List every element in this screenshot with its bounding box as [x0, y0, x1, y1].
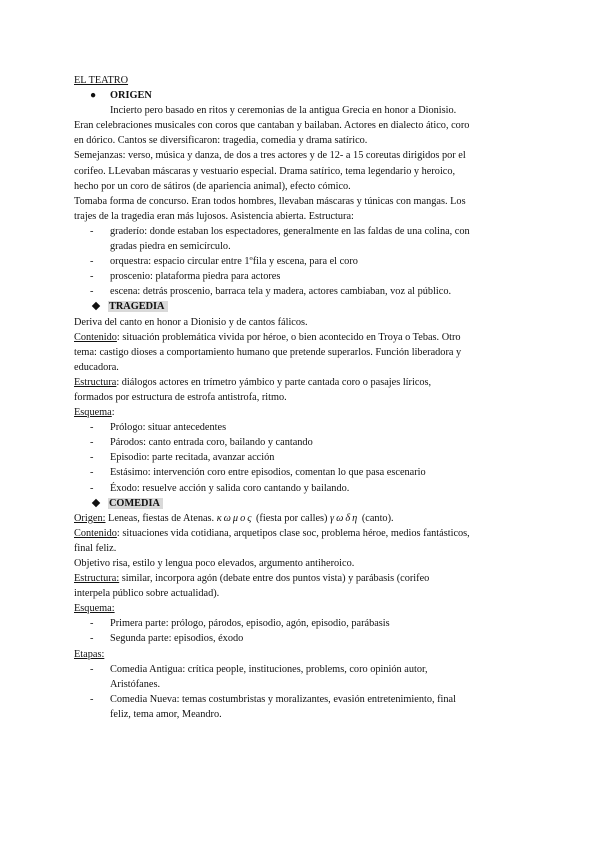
- list-item: - Episodio: parte recitada, avanzar acción: [74, 450, 534, 465]
- comedia-esquema-label: Esquema:: [74, 603, 115, 615]
- greek-word: γωδη: [330, 512, 360, 524]
- list-item: - Prólogo: situar antecedentes: [74, 420, 534, 435]
- dash-icon: -: [90, 618, 94, 630]
- bullet-dot-icon: ●: [90, 90, 97, 102]
- list-item: - Éxodo: resuelve acción y salida coro cantando y bailando.: [74, 481, 534, 496]
- list-item: - graderío: donde estaban los espectadores, generalmente en las faldas de una colina, con gradas piedra en semicírculo.: [90, 225, 470, 253]
- dash-icon: -: [90, 225, 94, 237]
- comedia-contenido: Contenido: situaciones vida cotidiana, arquetipos clase soc, problema héroe, medios fantásticos,: [74, 527, 470, 539]
- comedia-heading-row: [74, 496, 534, 511]
- dash-icon: -: [90, 693, 94, 705]
- comedia-heading: COMEDIA: [108, 498, 163, 509]
- dash-icon: -: [90, 663, 94, 675]
- comedia-line: final feliz.: [74, 542, 117, 554]
- list-item: - Estásimo: intervención coro entre episodios, comentan lo que pasa escenario: [74, 465, 534, 480]
- origen-line: en dórico. Cantos se diversificaron: tragedia, comedia y drama satírico.: [74, 135, 368, 147]
- dash-icon: -: [90, 633, 94, 645]
- tragedia-line: educadora.: [74, 361, 119, 373]
- dash-icon: -: [90, 437, 94, 449]
- dash-icon: -: [90, 256, 94, 268]
- list-item: - Párodos: canto entrada coro, bailando y cantando: [74, 435, 534, 450]
- origen-line: Eran celebraciones musicales con coros que cantaban y bailaban. Actores en dialecto ático, coro: [74, 120, 470, 132]
- dash-icon: -: [90, 422, 94, 434]
- document-title: EL TEATRO: [74, 75, 129, 86]
- dash-icon: -: [90, 452, 94, 464]
- origen-line: Tomaba forma de concurso. Eran todos hombres, llevaban máscaras y túnicas con mangas. Los: [74, 195, 466, 207]
- tragedia-estructura: Estructura: diálogos actores en trímetro yámbico y parte cantada coro o pasajes líricos,: [74, 376, 432, 388]
- origen-line: hecho por un coro de sátiros (de apariencia animal), efecto cómico.: [74, 180, 351, 192]
- greek-word: κωμος: [216, 512, 254, 524]
- comedia-estructura: Estructura: similar, incorpora agón (debate entre dos puntos vista) y parábasis (corifeo: [74, 573, 430, 585]
- comedia-origen: Origen: Leneas, fiestas de Atenas. κωμος (fiesta por calles) γωδη (canto).: [74, 512, 394, 524]
- origen-line: Semejanzas: verso, música y danza, de dos a tres actores y de 12- a 15 coreutas dirigidos por el: [74, 150, 466, 162]
- origen-line: trajes de la tragedia eran más lujosos. Asistencia abierta. Estructura:: [74, 210, 354, 222]
- list-item: - Primera parte: prólogo, párodos, episodio, agón, episodio, parábasis: [74, 616, 534, 631]
- list-item: - escena: detrás proscenio, barraca tela y madera, actores cambiaban, voz al público.: [74, 284, 534, 299]
- document-page: [74, 73, 534, 722]
- diamond-bullet-icon: [92, 302, 100, 310]
- origen-intro: Incierto pero basado en ritos y ceremonias de la antigua Grecia en honor a Dionisio.: [110, 105, 457, 117]
- diamond-bullet-icon: [92, 498, 100, 506]
- dash-icon: -: [90, 286, 94, 298]
- list-item: - orquestra: espacio circular entre 1ºfila y escena, para el coro: [74, 254, 534, 269]
- list-item: - Comedia Nueva: temas costumbristas y moralizantes, evasión entretenimiento, final feliz, tema amor, Meandro.: [90, 693, 456, 720]
- tragedia-heading: TRAGEDIA: [108, 301, 168, 312]
- tragedia-esquema-label: Esquema:: [74, 407, 115, 419]
- list-item: - proscenio: plataforma piedra para actores: [74, 269, 534, 284]
- tragedia-line: formados por estructura de estrofa antistrofa, ritmo.: [74, 391, 287, 403]
- list-item: - Comedia Antigua: crítica people, instituciones, problems, coro opinión autor, Aristófanes.: [90, 663, 428, 690]
- list-item: - Segunda parte: episodios, éxodo: [74, 631, 534, 646]
- origen-line: corifeo. LLevaban máscaras y vestuario especial. Drama satírico, tema legendario y heroico,: [74, 165, 456, 177]
- tragedia-line: Deriva del canto en honor a Dionisio y de cantos fálicos.: [74, 316, 308, 328]
- origen-heading: ORIGEN: [110, 90, 152, 102]
- dash-icon: -: [90, 271, 94, 283]
- dash-icon: -: [90, 482, 94, 494]
- tragedia-contenido: Contenido: situación problemática vivida por héroe, o bien acontecido en Troya o Tebas. Otro: [74, 331, 461, 343]
- tragedia-line: tema: castigo dioses a comportamiento humano que pretende superarlos. Función liberadora y: [74, 346, 462, 358]
- dash-icon: -: [90, 467, 94, 479]
- comedia-etapas-label: Etapas:: [74, 648, 105, 660]
- tragedia-heading-row: [74, 299, 534, 314]
- comedia-line: interpela público sobre actualidad).: [74, 588, 220, 600]
- origen-heading-row: [74, 88, 534, 103]
- comedia-objetivo: Objetivo risa, estilo y lengua poco elevados, argumento antiheroico.: [74, 558, 355, 569]
